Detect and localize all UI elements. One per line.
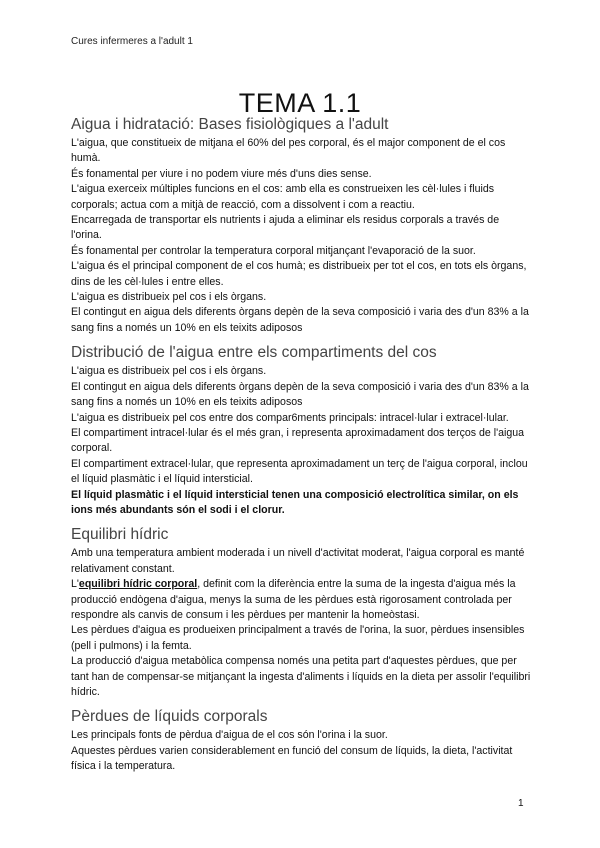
section-fluid-losses (71, 707, 531, 774)
paragraph: La producció d'aigua metabòlica compensa només una petita part d'aquestes pèrdues, que per tant han de compensar-se mitjançant la ingesta d'aliments i líquids en la dieta per assolir l'equilibri hídric. (71, 655, 531, 698)
paragraph: Aquestes pèrdues varien considerablement en funció del consum de líquids, la dieta, l'activitat física i la temperatura. (71, 744, 513, 773)
emphasis-suffix: , definit com la diferència entre la suma de la ingesta d'aigua més la producció endògena d'aigua, menys la suma de les pèrdues està rigorosament controlada per respondre als canvis de consum i les pèrdues per mantenir la homeòstasi. (71, 578, 516, 621)
page-number: 1 (518, 798, 524, 809)
section-water-balance (71, 525, 531, 700)
section-heading: Aigua i hidratació: Bases fisiològiques a l'adult (71, 116, 389, 133)
paragraph: El compartiment extracel·lular, que representa aproximadament un terç de l'aigua corporal, inclou el líquid plasmàtic i el líquid intersticial. (71, 457, 528, 486)
paragraph: L'aigua es distribueix pel cos i els òrgans. (71, 291, 267, 304)
paragraph: L'aigua és el principal component de el cos humà; es distribueix per tot el cos, en tots els òrgans, dins de les cèl·lules i entre elles. (71, 260, 527, 288)
paragraph: L'aigua es distribueix pel cos entre dos compar6ments principals: intracel·lular i extracel·lular. (71, 411, 509, 424)
paragraph: Les principals fonts de pèrdua d'aigua de el cos són l'orina i la suor. (71, 729, 388, 742)
section-heading: Equilibri hídric (71, 526, 169, 544)
section-hydration-bases (71, 115, 531, 336)
paragraph-with-emphasis (71, 577, 531, 623)
paragraph: L'aigua es distribueix pel cos i els òrgans. (71, 365, 267, 378)
document-body (71, 115, 531, 782)
paragraph: És fonamental per controlar la temperatura corporal mitjançant l'evaporació de la suor. (71, 244, 476, 257)
paragraph: El contingut en aigua dels diferents òrgans depèn de la seva composició i varia des d'un 83% a la sang fins a només un 10% en els teixits adiposos (71, 380, 529, 409)
section-heading: Pèrdues de líquids corporals (71, 708, 268, 726)
paragraph: L'aigua exerceix múltiples funcions en el cos: amb ella es construeixen les cèl·lules i fluids corporals; actua com a mitjà de reacció, com a dissolvent i com a reactiu. (71, 183, 495, 211)
paragraph: L'aigua, que constitueix de mitjana el 60% del pes corporal, és el major component de el cos humà. (71, 137, 506, 165)
paragraph: El contingut en aigua dels diferents òrgans depèn de la seva composició i varia des d'un 83% a la sang fins a només un 10% en els teixits adiposos (71, 306, 529, 334)
bold-paragraph: El líquid plasmàtic i el líquid intersticial tenen una composició electrolítica similar, on els ions més abundants són el sodi i el clorur. (71, 488, 519, 516)
paragraph: Les pèrdues d'aigua es produeixen principalment a través de l'orina, la suor, pèrdues insensibles (pell i pulmons) i la femta. (71, 624, 525, 652)
emphasis-prefix: L' (71, 578, 79, 591)
paragraph: Encarregada de transportar els nutrients i ajuda a eliminar els residus corporals a través de l'orina. (71, 214, 500, 242)
section-water-distribution (71, 343, 531, 518)
section-heading: Distribució de l'aigua entre els compartiments del cos (71, 344, 437, 362)
emphasized-term: equilibri hídric corporal (78, 578, 198, 591)
running-header: Cures infermeres a l'adult 1 (71, 36, 193, 47)
paragraph: És fonamental per viure i no podem viure més d'uns dies sense. (71, 167, 372, 180)
paragraph: Amb una temperatura ambient moderada i un nivell d'activitat moderat, l'aigua corporal es manté relativament constant. (71, 547, 525, 575)
paragraph: El compartiment intracel·lular és el més gran, i representa aproximadament dos terços de l'aigua corporal. (71, 426, 525, 455)
page-title: TEMA 1.1 (238, 88, 362, 119)
